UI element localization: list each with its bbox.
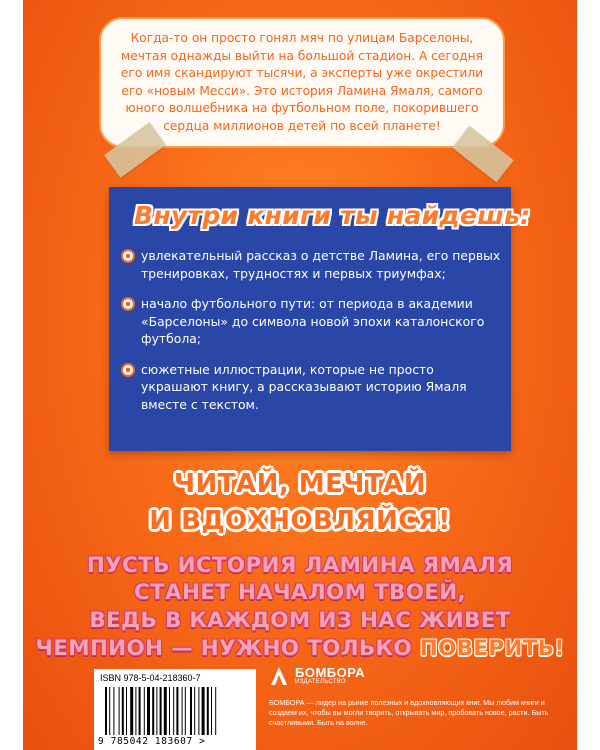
- publisher-block: [269, 665, 569, 728]
- closing-line-4: [23, 636, 577, 661]
- barcode-number: 9 785042 183607 >: [98, 736, 206, 747]
- list-item-text: увлекательный рассказ о детстве Ламина, его первых тренировках, трудностях и первых триумфах;: [141, 248, 501, 281]
- publisher-name: БОМБОРА: [295, 665, 366, 680]
- inside-list: [121, 247, 501, 426]
- list-item: [121, 295, 501, 348]
- list-item: [121, 361, 501, 414]
- soccer-ball-icon: [121, 297, 135, 311]
- intro-text-box: [99, 17, 505, 148]
- closing-line-1: ПУСТЬ ИСТОРИЯ ЛАМИНА ЯМАЛЯ: [86, 553, 514, 578]
- barcode-box: [94, 669, 256, 750]
- list-item-text: начало футбольного пути: от периода в академии «Барселоны» до символа новой эпохи каталонского футбола;: [141, 296, 485, 346]
- list-item: [121, 247, 501, 282]
- slogan-line-1: ЧИТАЙ, МЕЧТАЙ: [173, 469, 427, 499]
- publisher-logo: [269, 665, 569, 687]
- soccer-ball-icon: [121, 363, 135, 377]
- closing-highlight: ПОВЕРИТЬ!: [419, 636, 565, 661]
- list-item-text: сюжетные иллюстрации, которые не просто украшают книгу, а рассказывают историю Ямаля вместе с текстом.: [141, 361, 467, 412]
- inside-heading: Внутри книги ты найдешь:: [134, 201, 531, 230]
- intro-text: Когда-то он просто гонял мяч по улицам Барселоны, мечтая однажды выйти на большой стадион. А сегодня его имя скандируют тысячи, а эксперты уже окрестили его «новым Месси». Это история Ламина Ямаля, самого юного волшебника на футбольном поле, покорившего сердца миллионов детей по всей планете!: [120, 31, 484, 133]
- slogan-line-2: И ВДОХНОВЛЯЙСЯ!: [149, 506, 451, 536]
- barcode-image: [104, 687, 248, 735]
- soccer-ball-icon: [121, 249, 135, 263]
- bombora-logo-icon: [269, 665, 289, 687]
- closing-line-4-start: ЧЕМПИОН — НУЖНО ТОЛЬКО: [35, 636, 420, 661]
- closing-line-2: СТАНЕТ НАЧАЛОМ ТВОЕЙ,: [133, 580, 467, 605]
- publisher-subtitle: ИЗДАТЕЛЬСТВО: [295, 679, 346, 685]
- closing-line-3: ВЕДЬ В КАЖДОМ ИЗ НАС ЖИВЕТ: [89, 608, 511, 633]
- publisher-description: БОМБОРА — лидер на рынке полезных и вдохновляющих книг. Мы любим книги и создаем их, чтобы вы могли творить, открывать мир, пробовать новое, расти. Быть счастливыми. Быть на волне.: [269, 698, 549, 727]
- inside-book-box: [109, 187, 531, 451]
- isbn-text: ISBN 978-5-04-218360-7: [100, 673, 201, 683]
- book-back-cover: [23, 0, 577, 750]
